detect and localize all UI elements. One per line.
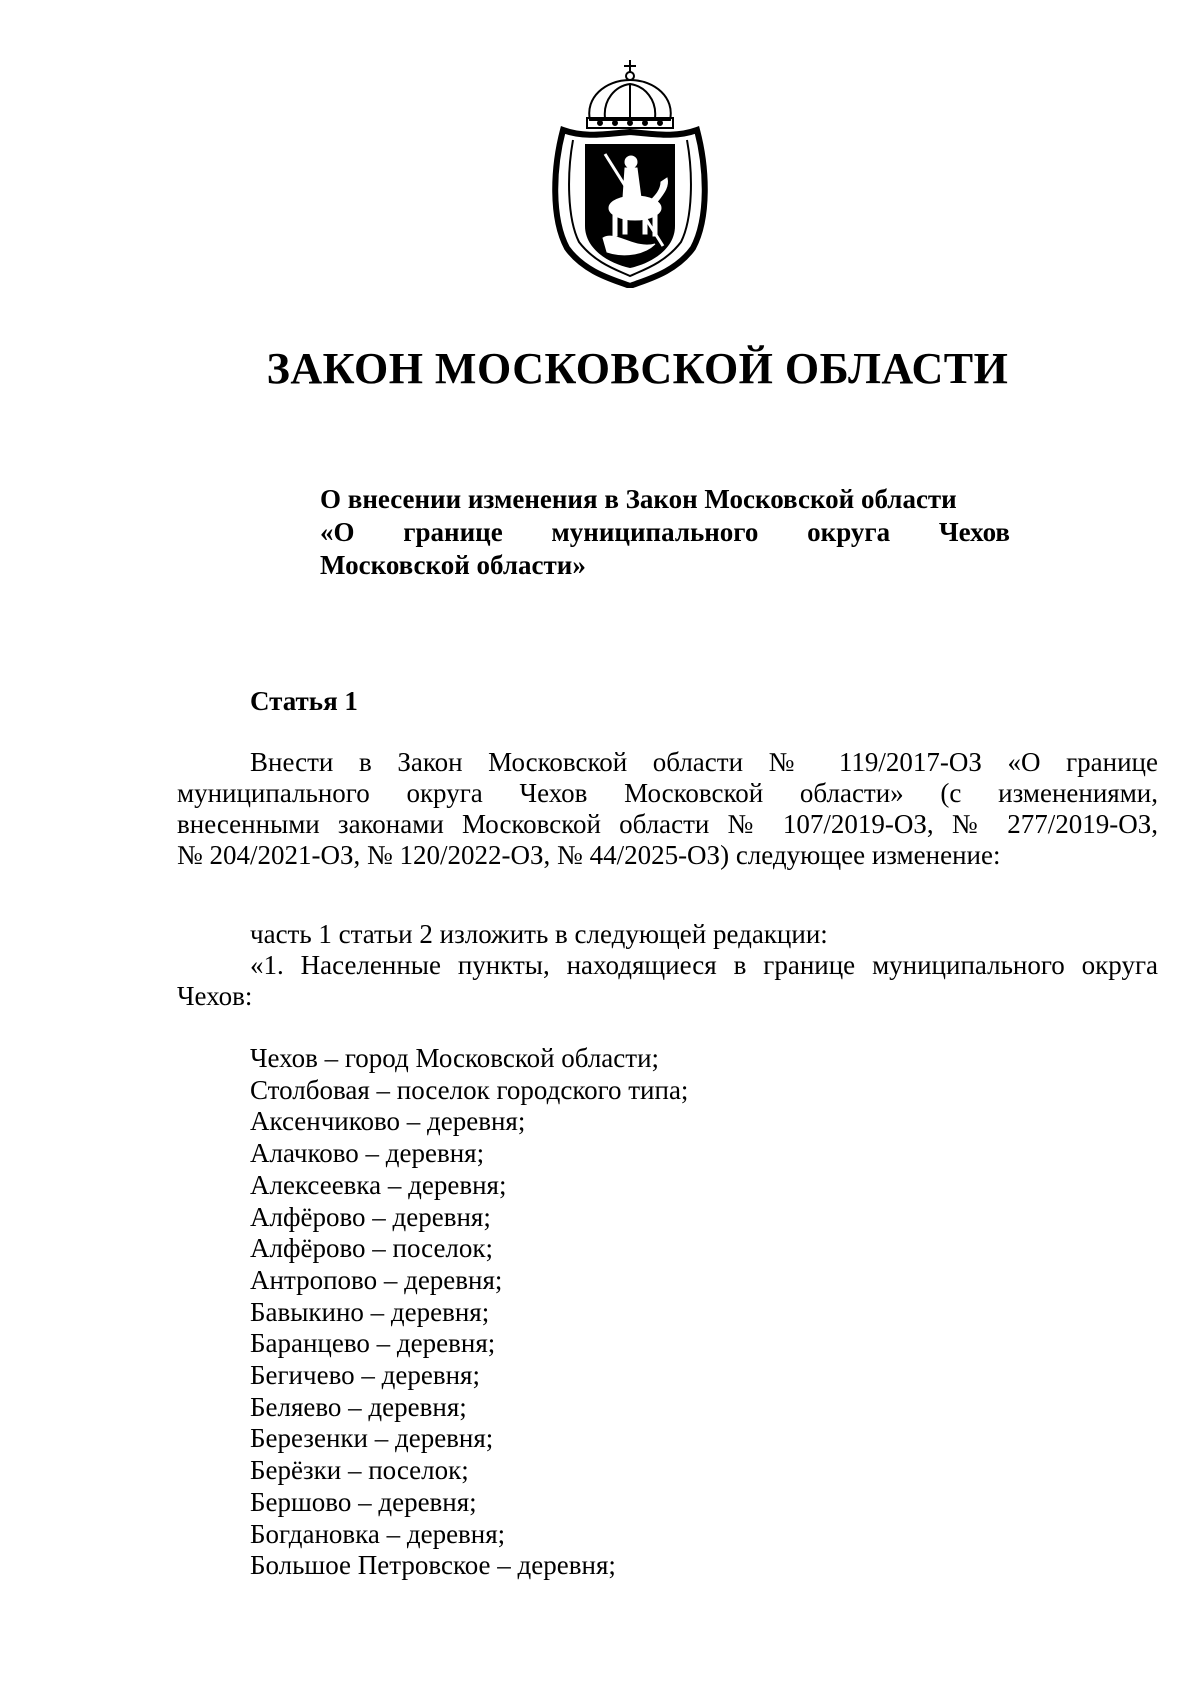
paragraph-line: Внести в Закон Московской области № 119/2017-ОЗ «О границе — [250, 747, 1158, 777]
settlement-item: Аксенчиково – деревня; — [250, 1106, 526, 1137]
settlement-item: Алфёрово – поселок; — [250, 1233, 494, 1264]
paragraph-line: внесенными законами Московской области № 107/2019-ОЗ, № 277/2019-ОЗ, — [177, 809, 1158, 839]
subject-line: О внесении изменения в Закон Московской области — [320, 484, 957, 514]
paragraph-line: муниципального округа Чехов Московской области» (с изменениями, — [177, 778, 1158, 808]
paragraph-line: № 204/2021-ОЗ, № 120/2022-ОЗ, № 44/2025-ОЗ) следующее изменение: — [177, 840, 1001, 870]
new-wording-paragraph — [177, 919, 1158, 1012]
settlement-item: Столбовая – поселок городского типа; — [250, 1074, 689, 1105]
settlement-item: Большое Петровское – деревня; — [250, 1550, 616, 1581]
settlement-item: Березенки – деревня; — [250, 1423, 494, 1454]
settlement-item: Баранцево – деревня; — [250, 1328, 496, 1359]
settlement-item: Чехов – город Московской области; — [250, 1043, 660, 1073]
settlement-item: Алексеевка – деревня; — [250, 1169, 507, 1200]
coat-of-arms-emblem — [545, 58, 715, 288]
law-subject — [320, 483, 1010, 582]
settlement-item: Богдановка – деревня; — [250, 1518, 506, 1549]
settlement-item: Антропово – деревня; — [250, 1264, 503, 1295]
law-title: ЗАКОН МОСКОВСКОЙ ОБЛАСТИ — [266, 344, 1009, 393]
settlement-item: Беляево – деревня; — [250, 1391, 467, 1422]
settlement-item: Бавыкино – деревня; — [250, 1296, 490, 1327]
settlement-item: Бегичево – деревня; — [250, 1360, 480, 1391]
settlements-list — [250, 1043, 688, 1582]
paragraph-line: «1. Населенные пункты, находящиеся в границе муниципального округа — [250, 950, 1158, 980]
settlement-item: Бершово – деревня; — [250, 1486, 477, 1517]
amendment-paragraph — [177, 747, 1158, 871]
paragraph-line: часть 1 статьи 2 изложить в следующей редакции: — [250, 919, 828, 949]
crown-icon — [587, 60, 673, 128]
article-heading: Статья 1 — [250, 686, 358, 716]
subject-line: Московской области» — [320, 550, 586, 580]
settlement-item: Берёзки – поселок; — [250, 1455, 469, 1486]
settlement-item: Алачково – деревня; — [250, 1138, 485, 1169]
subject-line: «О границе муниципального округа Чехов — [320, 517, 1010, 547]
paragraph-line: Чехов: — [177, 981, 253, 1011]
settlement-item: Алфёрово – деревня; — [250, 1201, 491, 1232]
